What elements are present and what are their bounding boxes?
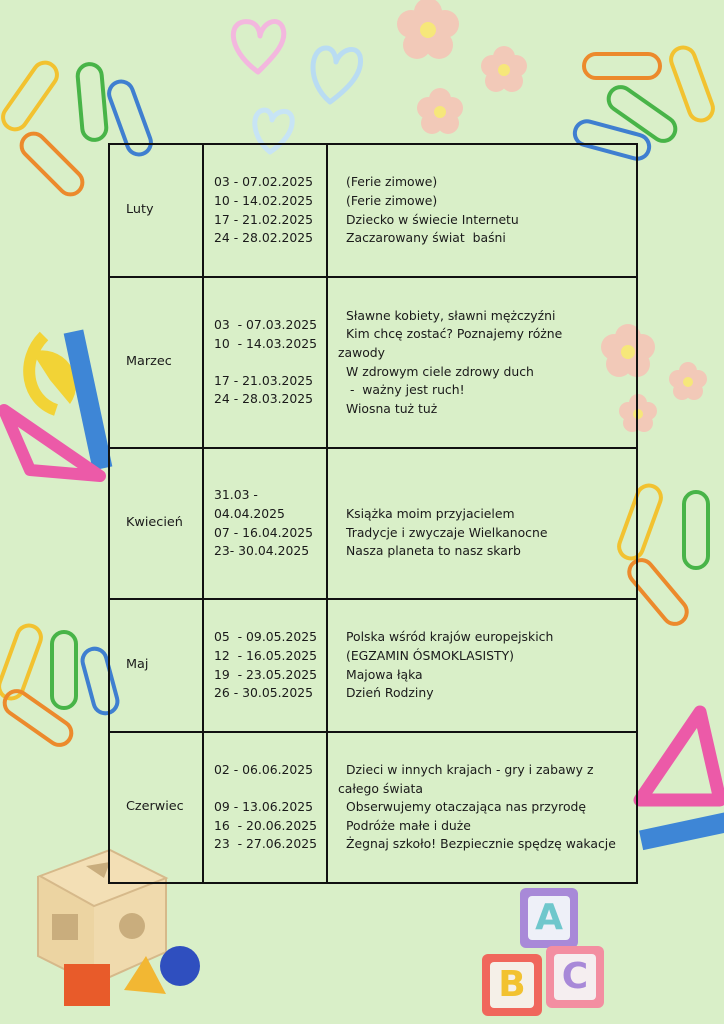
topic: Dziecko w świecie Internetu	[346, 211, 519, 227]
date-range: 24 - 28.02.2025	[214, 230, 314, 246]
topics-cell	[327, 144, 637, 277]
topic: (Ferie zimowe)	[346, 174, 438, 190]
dates-cell	[203, 277, 327, 448]
block-letter-c: C	[561, 956, 589, 997]
date-range: 07 - 16.04.2025	[214, 524, 314, 540]
topic: Kim chcę zostać? Poznajemy różne	[346, 326, 563, 342]
topic: Polska wśród krajów europejskich	[346, 629, 554, 645]
date-range	[214, 353, 326, 372]
date-range: 10 - 14.03.2025	[214, 335, 317, 351]
date-range: 05 - 09.05.2025	[214, 629, 317, 645]
topic: W zdrowym ciele zdrowy duch	[346, 363, 534, 379]
dates-cell	[203, 144, 327, 277]
topics-cell	[327, 599, 637, 732]
topics-cell	[327, 732, 637, 883]
topic: Książka moim przyjacielem	[346, 505, 515, 521]
schedule-row	[109, 144, 637, 277]
schedule-row	[109, 277, 637, 448]
date-range: 02 - 06.06.2025	[214, 762, 314, 778]
topic: Zaczarowany świat baśni	[346, 230, 506, 246]
topic: zawody	[338, 344, 386, 360]
topic	[338, 486, 630, 505]
topic: Nasza planeta to nasz skarb	[346, 543, 521, 559]
topic: (EGZAMIN ÓSMOKLASISTY)	[346, 647, 514, 663]
date-range: 24 - 28.03.2025	[214, 391, 314, 407]
topics-cell	[327, 277, 637, 448]
date-range: 04.04.2025	[214, 505, 285, 521]
month-cell: Maj	[109, 599, 203, 732]
date-range: 31.03 -	[214, 487, 258, 503]
month-cell: Marzec	[109, 277, 203, 448]
topic: Podróże małe i duże	[346, 817, 471, 833]
topic: Dzieci w innych krajach - gry i zabawy z	[346, 762, 594, 778]
topic: Tradycje i zwyczaje Wielkanocne	[346, 524, 548, 540]
dates-cell	[203, 448, 327, 599]
date-range: 09 - 13.06.2025	[214, 799, 314, 815]
topics-cell	[327, 448, 637, 599]
date-range: 23- 30.04.2025	[214, 543, 310, 559]
date-range: 19 - 23.05.2025	[214, 666, 317, 682]
date-range	[214, 780, 326, 799]
dates-cell	[203, 732, 327, 883]
date-range: 03 - 07.03.2025	[214, 317, 317, 333]
topic: Żegnaj szkoło! Bezpiecznie spędzę wakacje	[346, 836, 616, 852]
month-cell: Luty	[109, 144, 203, 277]
topic: - ważny jest ruch!	[346, 382, 465, 398]
topic: (Ferie zimowe)	[346, 192, 438, 208]
block-letter-b: B	[498, 964, 526, 1005]
block-letter-a: A	[535, 897, 563, 938]
date-range: 16 - 20.06.2025	[214, 817, 317, 833]
heart-icon	[233, 21, 360, 152]
date-range: 17 - 21.03.2025	[214, 372, 314, 388]
topic: całego świata	[338, 780, 424, 796]
date-range: 10 - 14.02.2025	[214, 192, 314, 208]
date-range: 17 - 21.02.2025	[214, 211, 314, 227]
date-range: 23 - 27.06.2025	[214, 836, 317, 852]
schedule-row	[109, 448, 637, 599]
date-range: 26 - 30.05.2025	[214, 685, 314, 701]
topic: Majowa łąka	[346, 666, 423, 682]
schedule-row	[109, 732, 637, 883]
topic: Obserwujemy otaczająca nas przyrodę	[346, 799, 587, 815]
date-range: 12 - 16.05.2025	[214, 647, 317, 663]
topic: Sławne kobiety, sławni mężczyźni	[346, 307, 556, 323]
month-cell: Kwiecień	[109, 448, 203, 599]
topic: Wiosna tuż tuż	[346, 400, 438, 416]
date-range: 03 - 07.02.2025	[214, 174, 314, 190]
dates-cell	[203, 599, 327, 732]
schedule-row	[109, 599, 637, 732]
topic: Dzień Rodziny	[346, 685, 434, 701]
schedule-table	[108, 143, 638, 884]
month-cell: Czerwiec	[109, 732, 203, 883]
